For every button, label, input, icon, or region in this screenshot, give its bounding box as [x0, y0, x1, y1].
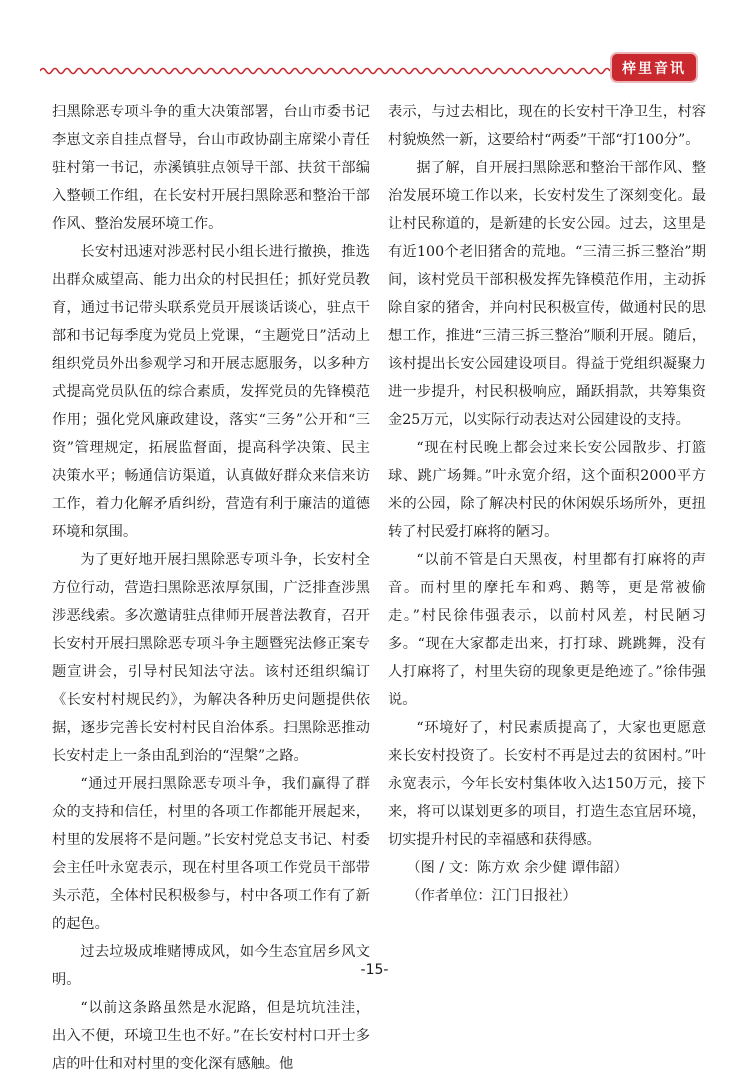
paragraph: 长安村迅速对涉恶村民小组长进行撤换，推选出群众威望高、能力出众的村民担任；抓好党员教育，通过书记带头联系党员开展谈话谈心，驻点干部和书记每季度为党员上党课，“主题党日”活动上组织党员外出参观学习和开展志愿服务，以多种方式提高党员队伍的综合素质，发挥党员的先锋模范作用；强化党风廉政建设，落实“三务”公开和“三资”管理规定，拓展监督面，提高科学决策、民主决策水平；畅通信访渠道，认真做好群众来信来访工作，着力化解矛盾纠纷，营造有利于廉洁的道德环境和氛围。	[52, 244, 370, 540]
section-badge: 梓里音讯	[612, 54, 696, 81]
photo-text-credit: （图 / 文：陈方欢 余少健 谭伟韶）	[406, 860, 628, 876]
paragraph: 过去垃圾成堆赌博成风，如今生态宜居乡风文明。	[52, 944, 370, 988]
author-affiliation: （作者单位：江门日报社）	[406, 888, 577, 904]
decorative-wave-line	[40, 64, 610, 78]
paragraph: 为了更好地开展扫黑除恶专项斗争，长安村全方位行动，营造扫黑除恶浓厚氛围，广泛排查涉黑涉恶线索。多次邀请驻点律师开展普法教育，召开长安村开展扫黑除恶专项斗争主题暨宪法修正案专题宣讲会，引导村民知法守法。该村还组织编订《长安村村规民约》，为解决各种历史问题提供依据，逐步完善长安村村民自治体系。扫黑除恶推动长安村走上一条由乱到治的“涅槃”之路。	[52, 552, 370, 764]
paragraph: “以前不管是白天黑夜，村里都有打麻将的声音。而村里的摩托车和鸡、鹅等，更是常被偷走。”村民徐伟强表示，以前村风差，村民陋习多。“现在大家都走出来，打打球、跳跳舞，没有人打麻将了，村里失窃的现象更是绝迹了。”徐伟强说。	[388, 552, 706, 708]
paragraph: “以前这条路虽然是水泥路，但是坑坑洼洼，出入不便，环境卫生也不好。”在长安村村口开士多店的叶仕和对村里的变化深有感触。他	[52, 1000, 370, 1072]
paragraph: 扫黑除恶专项斗争的重大决策部署，台山市委书记李崽文亲自挂点督导，台山市政协副主席梁小青任驻村第一书记，赤溪镇驻点领导干部、扶贫干部编入整顿工作组，在长安村开展扫黑除恶和整治干部作风、整治发展环境工作。	[52, 104, 370, 232]
paragraph: “现在村民晚上都会过来长安公园散步、打篮球、跳广场舞。”叶永宽介绍，这个面积2000平方米的公园，除了解决村民的休闲娱乐场所外，更扭转了村民爱打麻将的陋习。	[388, 440, 706, 540]
paragraph: “通过开展扫黑除恶专项斗争，我们赢得了群众的支持和信任，村里的各项工作都能开展起来，村里的发展将不是问题。”长安村党总支书记、村委会主任叶永宽表示，现在村里各项工作党员干部带头示范，全体村民积极参与，村中各项工作有了新的起色。	[52, 776, 370, 932]
paragraph: 据了解，自开展扫黑除恶和整治干部作风、整治发展环境工作以来，长安村发生了深刻变化。最让村民称道的，是新建的长安公园。过去，这里是有近100个老旧猪舍的荒地。“三清三拆三整治”期间，该村党员干部积极发挥先锋模范作用，主动拆除自家的猪舍，并向村民积极宣传，做通村民的思想工作，推进“三清三拆三整治”顺利开展。随后，该村提出长安公园建设项目。得益于党组织凝聚力进一步提升，村民积极响应，踊跃捐款，共筹集资金25万元，以实际行动表达对公园建设的支持。	[388, 160, 706, 428]
paragraph: 表示，与过去相比，现在的长安村干净卫生，村容村貌焕然一新，这要给村“两委”干部“打100分”。	[388, 104, 706, 148]
page-header	[0, 0, 749, 90]
article-column-left	[52, 98, 370, 1078]
article-column-right	[388, 98, 706, 910]
paragraph: “环境好了，村民素质提高了，大家也更愿意来长安村投资了。长安村不再是过去的贫困村。”叶永宽表示，今年长安村集体收入达150万元，接下来，将可以谋划更多的项目，打造生态宜居环境，切实提升村民的幸福感和获得感。	[388, 720, 706, 848]
page-number: -15-	[360, 962, 389, 978]
